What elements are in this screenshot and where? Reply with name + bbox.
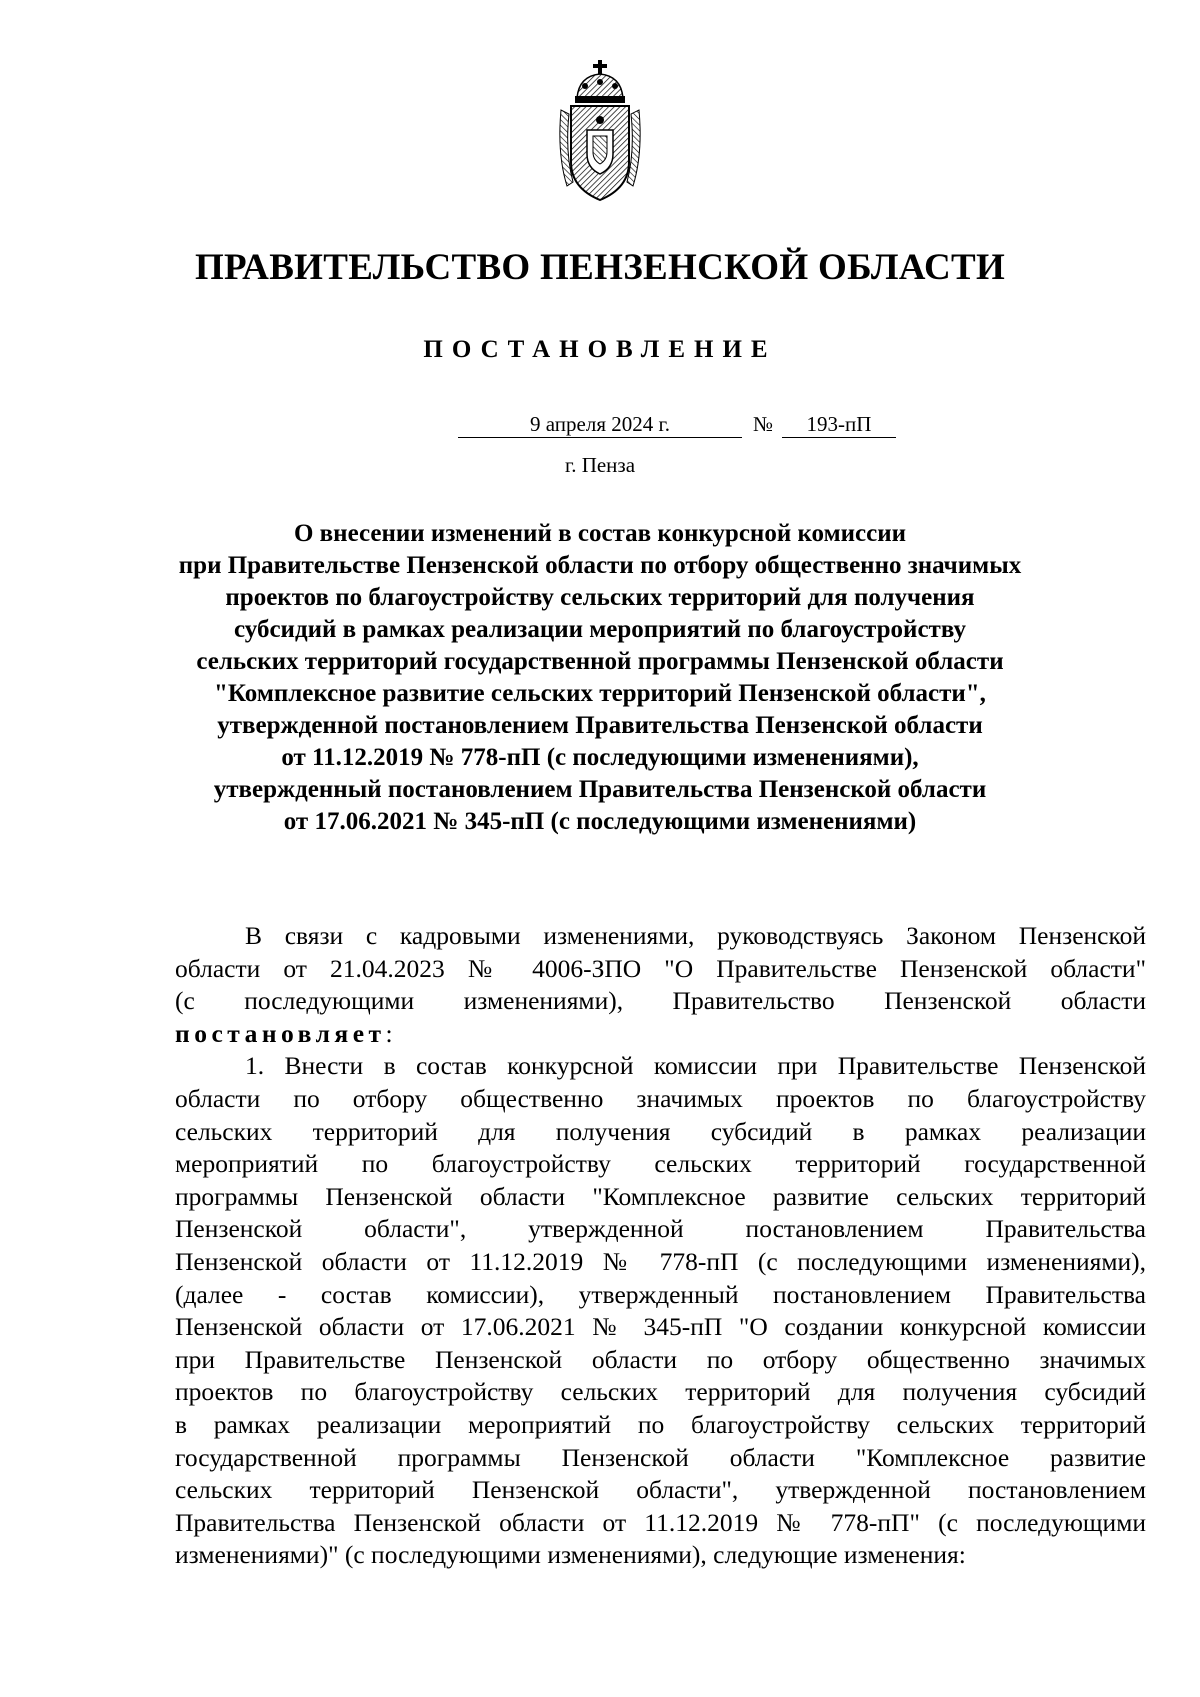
subject-line: проектов по благоустройству сельских территорий для получения [225,584,975,611]
document-number: 193-пП [782,411,896,438]
coat-of-arms-icon [555,58,645,206]
subject-line: утвержденной постановлением Правительства Пензенской области [217,712,983,739]
item1-line: при Правительстве Пензенской области по отбору общественно значимых [175,1344,1146,1374]
subject-line: "Комплексное развитие сельских территорий Пензенской области", [214,680,986,707]
item1-line: Пензенской области", утвержденной постановлением Правительства [175,1214,1146,1244]
preamble-line: области от 21.04.2023 № 4006-ЗПО "О Правительстве Пензенской области" [175,953,1146,983]
preamble-line: В связи с кадровыми изменениями, руководствуясь Законом Пензенской [245,921,1146,950]
item1-line: Пензенской области от 17.06.2021 № 345-пП "О создании конкурсной комиссии [175,1312,1146,1342]
item1-line: изменениями)" (с последующими изменениями), следующие изменения: [175,1540,966,1570]
subject-line: от 17.06.2021 № 345-пП (с последующими изменениями) [283,808,917,835]
document-date: 9 апреля 2024 г. [458,411,742,438]
document-body [175,920,1146,1572]
item1-line: 1. Внести в состав конкурсной комиссии при Правительстве Пензенской [245,1051,1146,1081]
preamble-line: (с последующими изменениями), Правительство Пензенской области [175,986,1146,1016]
city-name: г. Пенза [564,453,636,477]
item1-line: мероприятий по благоустройству сельских территорий государственной [175,1149,1146,1179]
item1-line: государственной программы Пензенской области "Комплексное развитие [175,1442,1146,1472]
item1-line: проектов по благоустройству сельских территорий для получения субсидий [175,1377,1146,1407]
subject-line: от 11.12.2019 № 778-пП (с последующими изменениями), [281,744,919,771]
document-subject [140,518,1060,838]
document-type-heading: ПОСТАНОВЛЕНИЕ [423,336,777,363]
subject-line: утвержденный постановлением Правительства Пензенской области [213,776,987,803]
number-sign: № [752,412,774,436]
item1-line: области по отбору общественно значимых проектов по благоустройству [175,1083,1146,1113]
item1-line: (далее - состав комиссии), утвержденный постановлением Правительства [175,1279,1146,1309]
item1-line: сельских территорий для получения субсидий в рамках реализации [175,1116,1146,1146]
subject-line: сельских территорий государственной программы Пензенской области [196,648,1004,675]
item1-line: программы Пензенской области "Комплексное развитие сельских территорий [175,1181,1146,1211]
item1-line: сельских территорий Пензенской области", утвержденной постановлением [175,1475,1146,1505]
subject-line: субсидий в рамках реализации мероприятий по благоустройству [234,616,966,643]
resolves-word: постановляет [175,1018,386,1048]
organization-title: ПРАВИТЕЛЬСТВО ПЕНЗЕНСКОЙ ОБЛАСТИ [194,247,1006,288]
subject-line: при Правительстве Пензенской области по отбору общественно значимых [178,552,1022,579]
item1-line: Правительства Пензенской области от 11.12.2019 № 778-пП" (с последующими [175,1507,1146,1537]
subject-line: О внесении изменений в состав конкурсной комиссии [293,520,907,547]
resolves-line [175,1018,1146,1051]
item1-line: в рамках реализации мероприятий по благоустройству сельских территорий [175,1409,1146,1439]
item1-line: Пензенской области от 11.12.2019 № 778-пП (с последующими изменениями), [175,1246,1146,1276]
resolves-colon: : [385,1018,393,1048]
